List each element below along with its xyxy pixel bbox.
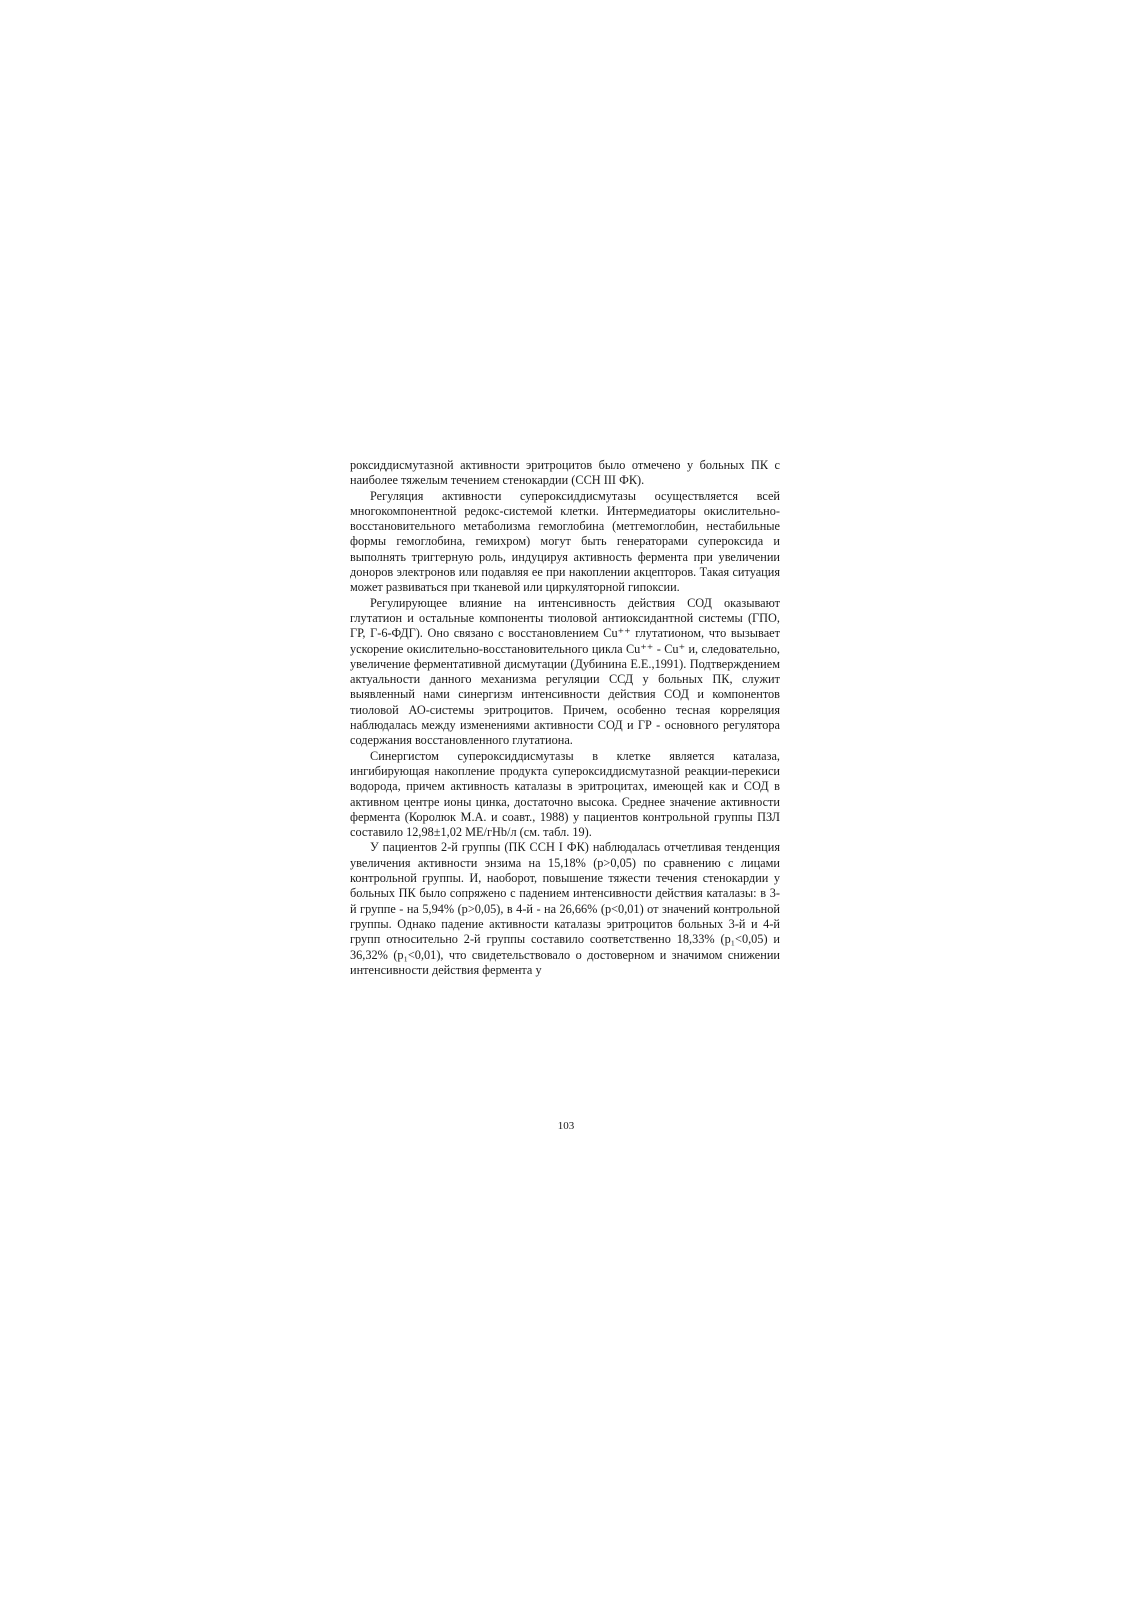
page-text-block [350,458,780,978]
paragraph-5: У пациентов 2-й группы (ПК ССН I ФК) наблюдалась отчетливая тенденция увеличения активности энзима на 15,18% (р>0,05) по сравнению с лицами контрольной группы. И, наоборот, повышение тяжести течения стенокардии у больных ПК было сопряжено с падением интенсивности действия каталазы: в 3-й группе - на 5,94% (р>0,05), в 4-й - на 26,66% (р<0,01) от значений контрольной группы. Однако падение активности каталазы эритроцитов больных 3-й и 4-й групп относительно 2-й группы составило соответственно 18,33% (р₁<0,05) и 36,32% (р₁<0,01), что свидетельствовало о достоверном и значимом снижении интенсивности действия фермента у [350,840,780,977]
paragraph-1: роксиддисмутазной активности эритроцитов было отмечено у больных ПК с наиболее тяжелым течением стенокардии (ССН III ФК). [350,458,780,488]
page-number: 103 [557,1120,575,1132]
paragraph-2: Регуляция активности супероксиддисмутазы осуществляется всей многокомпонентной редокс-системой клетки. Интермедиаторы окислительно-восстановительного метаболизма гемоглобина (метгемоглобин, нестабильные формы гемоглобина, гемихром) могут быть генераторами супероксида и выполнять триггерную роль, индуцируя активность фермента при увеличении доноров электронов или подавляя ее при накоплении акцепторов. Такая ситуация может развиваться при тканевой или циркуляторной гипоксии. [350,488,780,595]
paragraph-3: Регулирующее влияние на интенсивность действия СОД оказывают глутатион и остальные компоненты тиоловой антиоксидантной системы (ГПО, ГР, Г-6-ФДГ). Оно связано с восстановлением Cu⁺⁺ глутатионом, что вызывает ускорение окислительно-восстановительного цикла Cu⁺⁺ - Cu⁺ и, следовательно, увеличение ферментативной дисмутации (Дубинина Е.Е.,1991). Подтверждением актуальности данного механизма регуляции ССД у больных ПК, служит выявленный нами синергизм интенсивности действия СОД и компонентов тиоловой АО-системы эритроцитов. Причем, особенно тесная корреляция наблюдалась между изменениями активности СОД и ГР - основного регулятора содержания восстановленного глутатиона. [350,595,780,748]
paragraph-4: Синергистом супероксиддисмутазы в клетке является каталаза, ингибирующая накопление продукта супероксиддисмутазной реакции-перекиси водорода, причем активность каталазы в эритроцитах, имеющей как и СОД в активном центре ионы цинка, достаточно высока. Среднее значение активности фермента (Королюк М.А. и соавт., 1988) у пациентов контрольной группы ПЗЛ составило 12,98±1,02 МЕ/гHb/л (см. табл. 19). [350,748,780,840]
